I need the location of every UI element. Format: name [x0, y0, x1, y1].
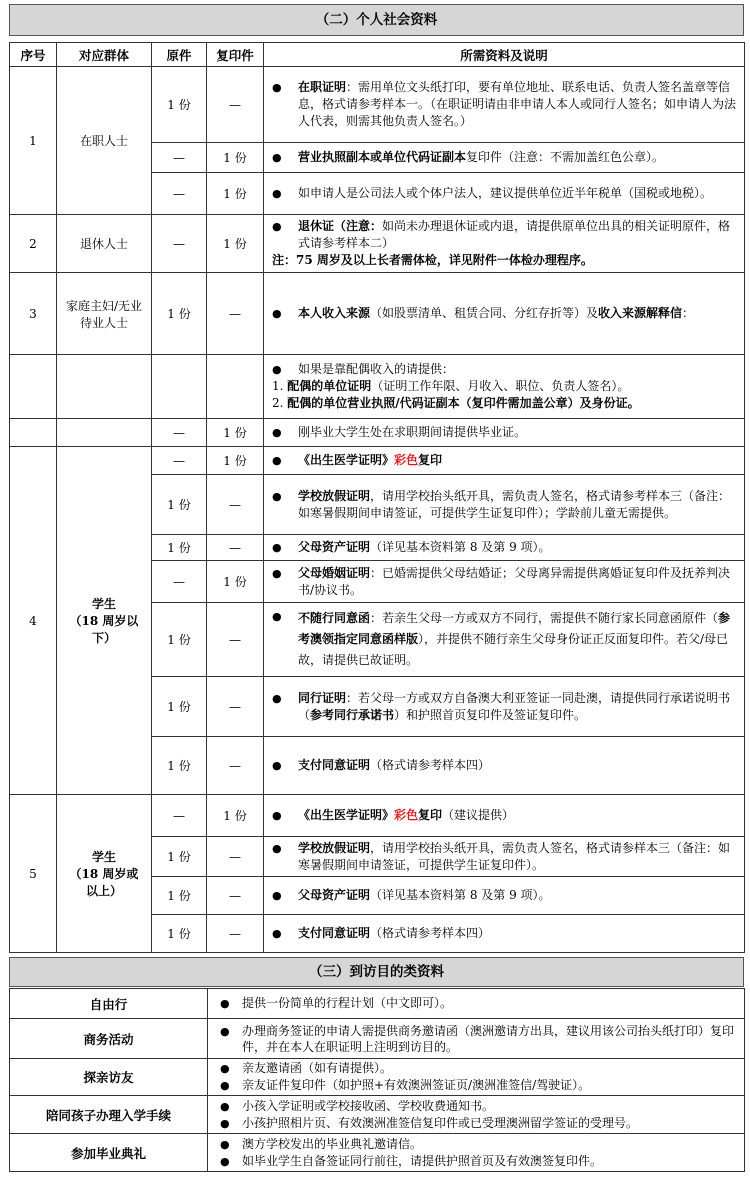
original-count: 1 份	[152, 677, 207, 737]
bullet-icon: ●	[272, 541, 282, 554]
original-count: —	[152, 143, 207, 173]
original-count: 1 份	[152, 273, 207, 355]
copy-count: —	[207, 475, 264, 535]
requirement-cell: ● 学校放假证明，请用学校抬头纸开具，需负责人签名，格式请参样本三（备注：如寒暑假期间申请签证，可提供学生证复印件）。	[264, 837, 745, 877]
row-number: 2	[10, 215, 57, 273]
original-count: —	[152, 215, 207, 273]
copy-count: 1 份	[207, 173, 264, 215]
requirement-cell: ● 《出生医学证明》彩色复印（建议提供）	[264, 795, 745, 837]
copy-count: —	[207, 67, 264, 143]
row-group: 学生 （18 周岁以下）	[57, 447, 152, 795]
requirement-cell: ● 退休证（注意：如尚未办理退休证或内退，请提供原单位出具的相关证明原件，格式请参考样本二） 注：75 周岁及以上长者需体检，详见附件一体检办理程序。	[264, 215, 745, 273]
requirement-cell: ● 本人收入来源（如股票清单、租赁合同、分红存折等）及收入来源解释信：	[264, 273, 745, 355]
table-row	[10, 447, 745, 475]
copy-count: 1 份	[207, 419, 264, 447]
copy-count: 1 份	[207, 215, 264, 273]
header-group: 对应群体	[57, 43, 152, 67]
copy-count: 1 份	[207, 143, 264, 173]
copy-count: —	[207, 603, 264, 677]
copy-count: —	[207, 677, 264, 737]
original-count: —	[152, 447, 207, 475]
copy-count: —	[207, 837, 264, 877]
header-no: 序号	[10, 43, 57, 67]
row-group: 在职人士	[57, 67, 152, 215]
bullet-icon: ●	[272, 809, 282, 822]
purpose-label: 商务活动	[10, 1019, 208, 1059]
purpose-description: ● 澳方学校发出的毕业典礼邀请信。 ● 如毕业学生自备签证同行前往，请提供护照首页及有效澳签复印件。	[208, 1134, 745, 1172]
visit-purpose-table	[9, 988, 745, 1172]
bullet-icon: ●	[220, 1137, 230, 1151]
row-group: 学生 （18 周岁或以上）	[57, 795, 152, 953]
personal-documents-table	[9, 42, 745, 953]
header-description: 所需资料及说明	[264, 43, 745, 67]
bullet-icon: ●	[272, 927, 282, 940]
requirement-cell: ● 支付同意证明（格式请参考样本四）	[264, 737, 745, 795]
purpose-label: 参加毕业典礼	[10, 1134, 208, 1172]
table-row	[10, 355, 745, 419]
requirement-cell: ● 支付同意证明（格式请参考样本四）	[264, 915, 745, 953]
row-number: 3	[10, 273, 57, 355]
requirement-cell: ● 刚毕业大学生处在求职期间请提供毕业证。	[264, 419, 745, 447]
purpose-description: ● 办理商务签证的申请人需提供商务邀请函（澳洲邀请方出具，建议用该公司抬头纸打印）复印件，并在本人在职证明上注明到访目的。	[208, 1019, 745, 1059]
copy-count: —	[207, 877, 264, 915]
original-count: 1 份	[152, 837, 207, 877]
bullet-icon: ●	[272, 841, 282, 855]
bullet-icon: ●	[272, 220, 282, 233]
original-count: —	[152, 419, 207, 447]
original-count: 1 份	[152, 475, 207, 535]
table-row	[10, 1096, 745, 1134]
table-header-row	[10, 43, 745, 67]
bullet-icon: ●	[272, 566, 282, 580]
section2-title: （二）个人社会资料	[9, 4, 744, 36]
row-number: 1	[10, 67, 57, 215]
original-count: —	[152, 795, 207, 837]
copy-count: 1 份	[207, 795, 264, 837]
table-row	[10, 67, 745, 143]
table-row	[10, 795, 745, 837]
section3-title: （三）到访目的类资料	[9, 957, 744, 987]
requirement-cell: ● 父母资产证明（详见基本资料第 8 及第 9 项）。	[264, 877, 745, 915]
original-count: 1 份	[152, 737, 207, 795]
bullet-icon: ●	[272, 187, 282, 200]
original-count: 1 份	[152, 877, 207, 915]
bullet-icon: ●	[220, 1116, 230, 1130]
requirement-cell: ● 营业执照副本或单位代码证副本复印件（注意：不需加盖红色公章）。	[264, 143, 745, 173]
copy-count: 1 份	[207, 561, 264, 603]
requirement-cell: ● 如果是靠配偶收入的请提供： 1. 配偶的单位证明（证明工作年限、月收入、职位、负责人签名）。 2. 配偶的单位营业执照/代码证副本（复印件需加盖公章）及身份证。	[264, 355, 745, 419]
header-original: 原件	[152, 43, 207, 67]
copy-count: 1 份	[207, 447, 264, 475]
bullet-icon: ●	[220, 1079, 230, 1092]
requirement-cell: ● 父母婚姻证明：已婚需提供父母结婚证；父母离异需提供离婚证复印件及抚养判决书/协议书。	[264, 561, 745, 603]
bullet-icon: ●	[272, 151, 282, 164]
original-count: 1 份	[152, 915, 207, 953]
table-row	[10, 1059, 745, 1096]
original-count: —	[152, 173, 207, 215]
copy-count: —	[207, 737, 264, 795]
requirement-cell: ● 如申请人是公司法人或个体户法人，建议提供单位近半年税单（国税或地税）。	[264, 173, 745, 215]
purpose-description: ● 小孩入学证明或学校接收函、学校收费通知书。 ● 小孩护照相片页、有效澳洲准签信复印件或已受理澳洲留学签证的受理号。	[208, 1096, 745, 1134]
bullet-icon: ●	[220, 997, 230, 1010]
bullet-icon: ●	[272, 307, 282, 320]
copy-count: —	[207, 273, 264, 355]
original-count: 1 份	[152, 603, 207, 677]
bullet-icon: ●	[272, 363, 282, 376]
table-row	[10, 989, 745, 1019]
table-row	[10, 273, 745, 355]
row-number: 4	[10, 447, 57, 795]
bullet-icon: ●	[272, 889, 282, 902]
bullet-icon: ●	[272, 454, 282, 467]
row-group: 家庭主妇/无业待业人士	[57, 273, 152, 355]
bullet-icon: ●	[272, 691, 282, 705]
bullet-icon: ●	[272, 489, 282, 503]
original-count: 1 份	[152, 67, 207, 143]
bullet-icon: ●	[272, 81, 282, 94]
requirement-cell: ● 《出生医学证明》彩色复印	[264, 447, 745, 475]
bullet-icon: ●	[220, 1024, 230, 1038]
requirement-cell: ● 在职证明：需用单位文头纸打印，要有单位地址、联系电话、负责人签名盖章等信息，格式请参考样本一。（在职证明请由非申请人本人或同行人签名；如申请人为法人代表，则需其他负责人签名。）	[264, 67, 745, 143]
purpose-label: 探亲访友	[10, 1059, 208, 1096]
purpose-label: 陪同孩子办理入学手续	[10, 1096, 208, 1134]
bullet-icon: ●	[220, 1062, 230, 1075]
requirement-cell: ● 同行证明：若父母一方或双方自备澳大利亚签证一同赴澳，请提供同行承诺说明书（参考同行承诺书）和护照首页复印件及签证复印件。	[264, 677, 745, 737]
purpose-description: ● 提供一份简单的行程计划（中文即可）。	[208, 989, 745, 1019]
table-row	[10, 1019, 745, 1059]
bullet-icon: ●	[272, 759, 282, 772]
requirement-cell: ● 父母资产证明（详见基本资料第 8 及第 9 项）。	[264, 535, 745, 561]
requirement-cell: ● 不随行同意函：若亲生父母一方或双方不同行，需提供不随行家长同意函原件（参考澳领指定同意函样版），并提供不随行亲生父母身份证正反面复印件。若父/母已故，请提供已故证明。	[264, 603, 745, 677]
table-row	[10, 419, 745, 447]
bullet-icon: ●	[220, 1099, 230, 1113]
copy-count: —	[207, 535, 264, 561]
table-row	[10, 1134, 745, 1172]
requirement-cell: ● 学校放假证明，请用学校抬头纸开具，需负责人签名，格式请参考样本三（备注：如寒暑假期间申请签证，可提供学生证复印件）；学龄前儿童无需提供。	[264, 475, 745, 535]
header-copy: 复印件	[207, 43, 264, 67]
bullet-icon: ●	[272, 426, 282, 439]
table-row	[10, 215, 745, 273]
purpose-description: ● 亲友邀请函（如有请提供）。 ● 亲友证件复印件（如护照+有效澳洲签证页/澳洲准签信/驾驶证）。	[208, 1059, 745, 1096]
note-text: 注：75 周岁及以上长者需体检，详见附件一体检办理程序。	[272, 253, 593, 267]
original-count: —	[152, 561, 207, 603]
row-group: 退休人士	[57, 215, 152, 273]
row-number: 5	[10, 795, 57, 953]
bullet-icon: ●	[220, 1154, 230, 1168]
purpose-label: 自由行	[10, 989, 208, 1019]
copy-count: —	[207, 915, 264, 953]
bullet-icon: ●	[272, 610, 282, 623]
original-count: 1 份	[152, 535, 207, 561]
